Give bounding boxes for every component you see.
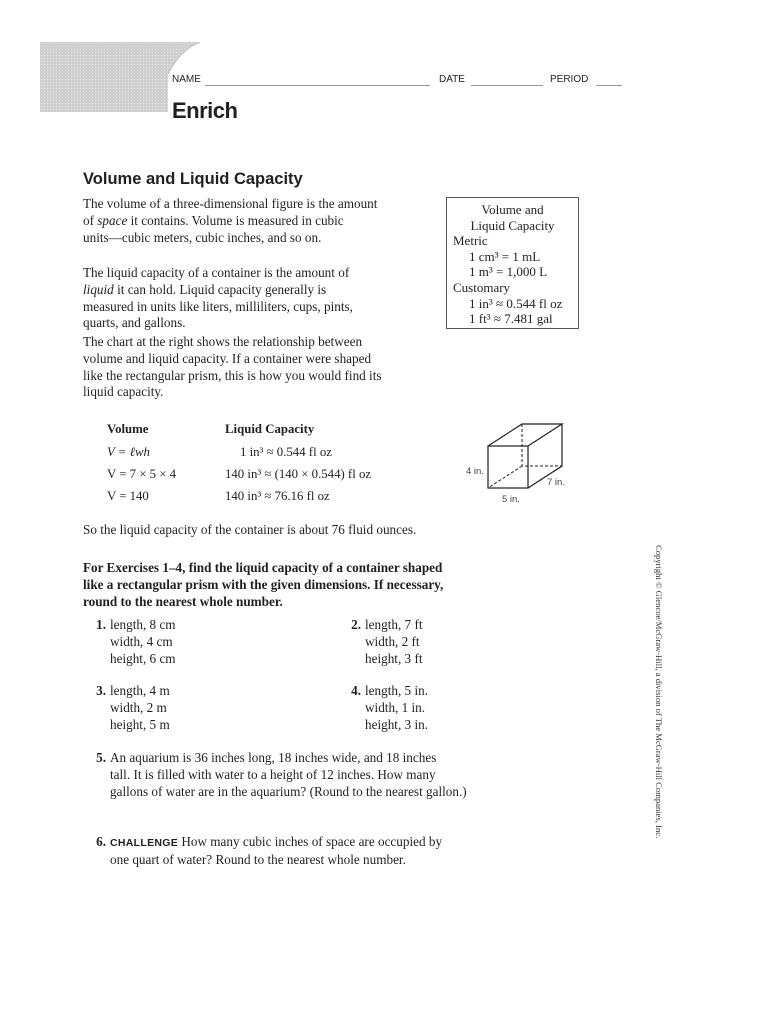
challenge-label: CHALLENGE [110, 837, 179, 849]
section-title: Volume and Liquid Capacity [83, 170, 303, 188]
exercise-3: 3. length, 4 m width, 2 m height, 5 m [96, 683, 170, 732]
intro-paragraph-2: The liquid capacity of a container is the amount of liquid it can hold. Liquid capacity generally is measured in units like liters, milliliters, cups, pints, quarts, and gallons. [83, 265, 353, 331]
date-line[interactable] [471, 85, 543, 86]
exercise-1: 1. length, 8 cm width, 4 cm height, 6 cm [96, 617, 176, 666]
date-label: DATE [439, 74, 465, 85]
copyright-notice: Copyright © Glencoe/McGraw-Hill, a division of The McGraw-Hill Companies, Inc. [654, 545, 664, 839]
table-row-2-capacity: 140 in³ ≈ (140 × 0.544) fl oz [225, 467, 372, 481]
exercise-instructions: For Exercises 1–4, find the liquid capacity of a container shaped like a rectangular prism with the given dimensions. If necessary, round to the nearest whole number. [83, 560, 444, 609]
intro-paragraph-3: The chart at the right shows the relationship between volume and liquid capacity. If a container were shaped like the rectangular prism, this is how you would find its liquid capacity. [83, 334, 382, 400]
table-row-3-capacity: 140 in³ ≈ 76.16 fl oz [225, 489, 330, 503]
conversion-reference-box: Volume and Liquid Capacity Metric 1 cm³ = 1 mL 1 m³ = 1,000 L Customary 1 in³ ≈ 0.544 fl oz 1 ft³ ≈ 7.481 gal [446, 197, 579, 329]
prism-depth-label: 7 in. [547, 477, 565, 488]
period-line[interactable] [596, 85, 622, 86]
page-title: Enrich [172, 98, 238, 123]
exercise-6: 6. CHALLENGE How many cubic inches of space are occupied by one quart of water? Round to the nearest whole number. [96, 834, 443, 867]
name-label: NAME [172, 74, 201, 85]
table-header-capacity: Liquid Capacity [225, 422, 315, 436]
intro-paragraph-1: The volume of a three-dimensional figure is the amount of space it contains. Volume is measured in cubic units—cubic meters, cubic inches, and so on. [83, 196, 378, 245]
period-label: PERIOD [550, 74, 589, 85]
table-row-1-volume: V = ℓwh [107, 445, 150, 459]
name-line[interactable] [205, 85, 430, 86]
exercise-4: 4. length, 5 in. width, 1 in. height, 3 in. [351, 683, 429, 732]
prism-height-label: 4 in. [466, 466, 484, 477]
table-header-volume: Volume [107, 422, 149, 436]
exercise-5: 5. An aquarium is 36 inches long, 18 inches wide, and 18 inches tall. It is filled with water to a height of 12 inches. How many gallons of water are in the aquarium? (Round to the nearest gallon.) [96, 750, 467, 799]
exercise-2: 2. length, 7 ft width, 2 ft height, 3 ft [351, 617, 423, 666]
table-row-3-volume: V = 140 [107, 489, 149, 503]
table-row-2-volume: V = 7 × 5 × 4 [107, 467, 177, 481]
conclusion-text: So the liquid capacity of the container is about 76 fluid ounces. [83, 522, 417, 537]
prism-width-label: 5 in. [502, 494, 520, 505]
table-row-1-capacity: 1 in³ ≈ 0.544 fl oz [240, 445, 332, 459]
